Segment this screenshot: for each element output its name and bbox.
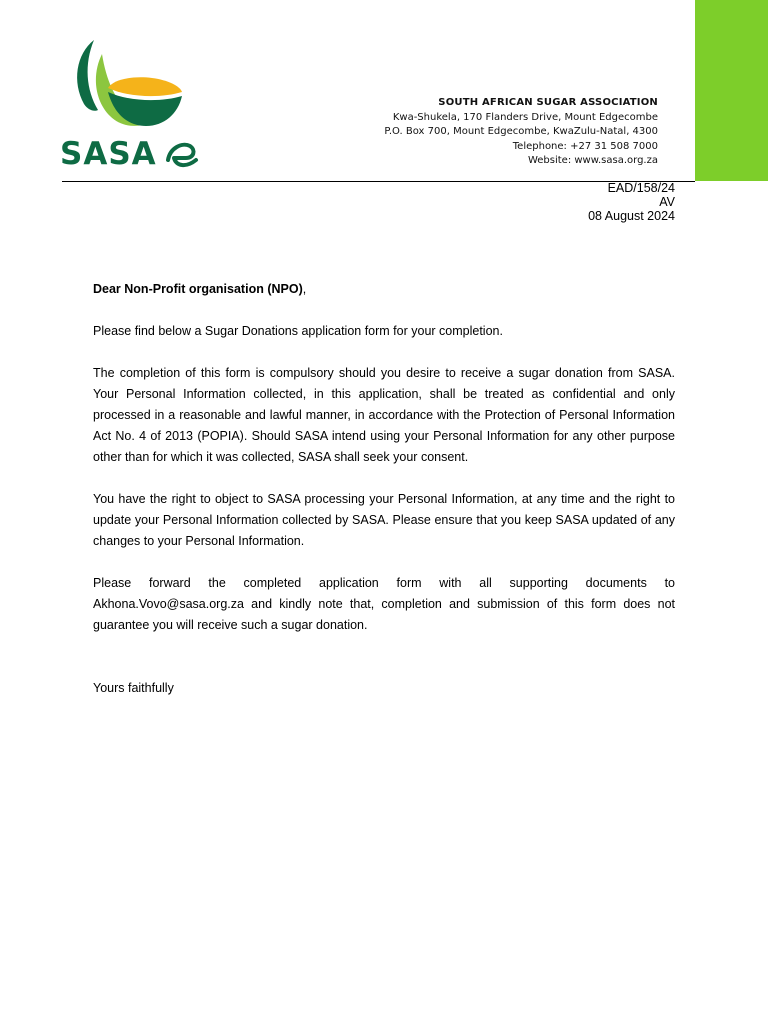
paragraph-2: The completion of this form is compulsory should you desire to receive a sugar donation from SASA. Your Personal Information collected, in this application, shall be treated as confidential and only processed in a reasonable and lawful manner, in accordance with the Protection of Personal Information Act No. 4 of 2013 (POPIA). Should SASA intend using your Personal Information for any other purpose other than for which it was collected, SASA shall seek your consent. xyxy=(93,366,675,464)
swoosh-icon xyxy=(168,145,196,165)
letter-date: 08 August 2024 xyxy=(588,209,675,223)
telephone: Telephone: +27 31 508 7000 xyxy=(512,140,658,152)
salutation xyxy=(93,279,675,300)
address-line-1: Kwa-Shukela, 170 Flanders Drive, Mount Edgecombe xyxy=(392,111,658,123)
corner-color-tab xyxy=(695,0,768,181)
author-initials: AV xyxy=(659,195,675,209)
letter-body xyxy=(93,279,675,720)
organisation-name: SOUTH AFRICAN SUGAR ASSOCIATION xyxy=(438,97,658,108)
sugar-disc-icon xyxy=(108,77,182,96)
letterhead-address xyxy=(384,96,658,169)
sasa-logo xyxy=(58,38,200,168)
paragraph-4: Please forward the completed application form with all supporting documents to Akhona.Vovo@sasa.org.za and kindly note that, completion and submission of this form does not guarantee you will receive such a sugar donation. xyxy=(93,576,675,632)
website: Website: www.sasa.org.za xyxy=(527,155,658,166)
dark-leaf-icon xyxy=(77,40,98,111)
paragraph-3: You have the right to object to SASA processing your Personal Information, at any time and the right to update your Personal Information collected by SASA. Please ensure that you keep SASA updated of any changes to your Personal Information. xyxy=(93,492,675,548)
closing: Yours faithfully xyxy=(93,681,174,695)
reference-block xyxy=(588,181,675,223)
salutation-name: Dear Non-Profit organisation (NPO) xyxy=(93,282,303,296)
salutation-comma: , xyxy=(302,282,307,296)
reference-number: EAD/158/24 xyxy=(607,181,675,195)
logo-wordmark: SASA xyxy=(60,136,157,168)
paragraph-1: Please find below a Sugar Donations application form for your completion. xyxy=(93,324,503,338)
address-line-2: P.O. Box 700, Mount Edgecombe, KwaZulu-Natal, 4300 xyxy=(384,126,658,137)
